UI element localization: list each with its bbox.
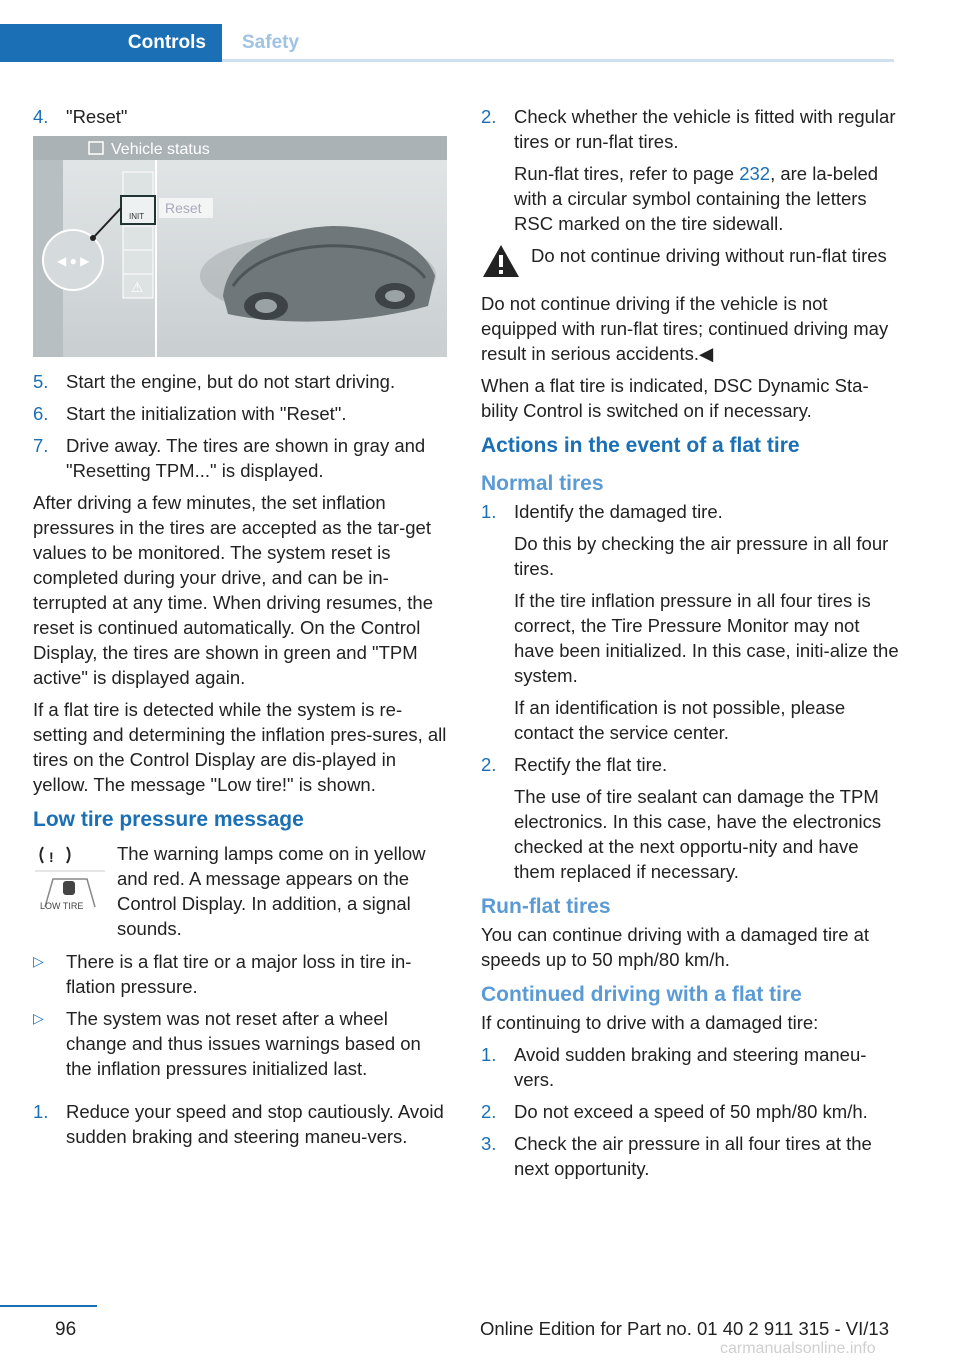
step-number: 2. — [481, 1101, 497, 1122]
heading-actions-flat-tire: Actions in the event of a flat tire — [481, 434, 800, 457]
step-text: Rectify the flat tire. — [514, 754, 668, 775]
warning-title: Do not continue driving without run-flat tires — [531, 245, 887, 266]
step-5 — [33, 369, 451, 394]
step-text: Do not exceed a speed of 50 mph/80 km/h. — [514, 1101, 868, 1122]
page-number: 96 — [55, 1319, 77, 1340]
left-column — [33, 104, 451, 1156]
step-text: "Reset" — [66, 106, 128, 127]
heading-continued-driving: Continued driving with a flat tire — [481, 983, 802, 1006]
step-number: 1. — [481, 501, 497, 522]
right-column — [481, 104, 901, 1188]
heading-low-tire-pressure: Low tire pressure message — [33, 808, 304, 831]
step-number: 1. — [33, 1101, 49, 1122]
step-text: Check the air pressure in all four tires at the next opportunity. — [514, 1133, 872, 1179]
step-identify — [481, 499, 901, 745]
step-text: Start the engine, but do not start driving. — [66, 371, 396, 392]
step-subtext — [514, 161, 901, 236]
svg-text:◀ ● ▶: ◀ ● ▶ — [57, 254, 90, 268]
heading-normal-tires: Normal tires — [481, 472, 604, 495]
step-number: 4. — [33, 106, 49, 127]
watermark: carmanualsonline.info — [720, 1340, 876, 1357]
step-subtext: Do this by checking the air pressure in all four tires. — [514, 533, 889, 579]
step-7 — [33, 433, 451, 483]
step-check-tires — [481, 104, 901, 236]
step-rectify — [481, 752, 901, 884]
chapter-tabs — [0, 24, 894, 62]
warning-body: Do not continue driving if the vehicle is not equipped with run-flat tires; continued driving may result in serious accidents.◀ — [481, 293, 889, 364]
warning-lamp-text: The warning lamps come on in yellow and red. A message appears on the Control Display. In addition, a signal sounds. — [117, 843, 426, 939]
step-number: 7. — [33, 435, 49, 456]
step-subtext: If the tire inflation pressure in all four tires is correct, the Tire Pressure Monitor may not have been initialized. In this case, initi-alize the system. — [514, 590, 899, 686]
edition-note: Online Edition for Part no. 01 40 2 911 315 - VI/13 — [480, 1318, 889, 1339]
step-reduce-speed — [33, 1099, 451, 1149]
step-check-pressure — [481, 1131, 901, 1181]
subtext-start: Run-flat tires, refer to page — [514, 163, 740, 184]
page-link-232[interactable]: 232 — [739, 163, 771, 184]
reset-button: Reset — [165, 200, 202, 216]
bullet-text: The system was not reset after a wheel change and thus issues warnings based on the inflation pressures initialized last. — [66, 1008, 421, 1079]
init-label: INIT — [129, 212, 145, 221]
step-number: 5. — [33, 371, 49, 392]
paragraph-continued: If continuing to drive with a damaged tire: — [481, 1012, 819, 1033]
warning-triangle-icon — [481, 243, 531, 285]
low-tire-label: LOW TIRE — [40, 901, 84, 911]
footer-rule — [0, 1305, 97, 1307]
triangle-bullet-icon: ▷ — [33, 953, 44, 969]
paragraph-run-flat: You can continue driving with a damaged tire at speeds up to 50 mph/80 km/h. — [481, 924, 870, 970]
paragraph-flat-during-reset: If a flat tire is detected while the system is re-setting and determining the inflation pres-sures, all tires on the Control Display are dis-played in yellow. The message "Low tire!" is shown. — [33, 699, 447, 795]
step-number: 6. — [33, 403, 49, 424]
step-6 — [33, 401, 451, 426]
step-text: Identify the damaged tire. — [514, 501, 723, 522]
step-4 — [33, 104, 451, 129]
step-text: Check whether the vehicle is fitted with regular tires or run-flat tires. — [514, 106, 896, 152]
step-speed-limit — [481, 1099, 901, 1124]
vehicle-status-screen — [33, 136, 447, 357]
step-text: Reduce your speed and stop cautiously. Avoid sudden braking and steering maneu-vers. — [66, 1101, 444, 1147]
triangle-bullet-icon: ▷ — [33, 1010, 44, 1026]
bullet-not-reset — [33, 1006, 451, 1081]
heading-run-flat-tires: Run-flat tires — [481, 895, 611, 918]
step-text: Avoid sudden braking and steering maneu-vers. — [514, 1044, 867, 1090]
warning-lamp-block — [33, 841, 451, 941]
paragraph-reset-complete: After driving a few minutes, the set inflation pressures in the tires are accepted as the tar-get values to be monitored. The system reset is completed during your drive, and can be in-terrupted at any time. When driving resumes, the reset is continued automatically. On the Control Display, the tires are shown in green and "TPM active" is displayed again. — [33, 492, 433, 688]
step-avoid-braking — [481, 1042, 901, 1092]
tab-safety[interactable]: Safety — [222, 24, 894, 62]
screen-title: Vehicle status — [111, 141, 210, 158]
step-subtext: If an identification is not possible, please contact the service center. — [514, 697, 846, 743]
warning-block — [481, 243, 901, 285]
step-number: 2. — [481, 754, 497, 775]
bullet-text: There is a flat tire or a major loss in tire in-flation pressure. — [66, 951, 412, 997]
step-number: 1. — [481, 1044, 497, 1065]
step-text: Start the initialization with "Reset". — [66, 403, 347, 424]
svg-text:⚠: ⚠ — [131, 279, 144, 295]
bullet-flat-tire — [33, 949, 451, 999]
paragraph-dsc: When a flat tire is indicated, DSC Dynamic Sta-bility Control is switched on if necessary. — [481, 375, 869, 421]
tab-controls[interactable]: Controls — [0, 24, 222, 62]
subtext-end: , are la-beled with a circular symbol containing the letters RSC marked on the tire sidewall. — [514, 163, 879, 234]
step-number: 2. — [481, 106, 497, 127]
low-tire-warning-icon — [33, 841, 117, 941]
step-text: Drive away. The tires are shown in gray and "Resetting TPM..." is displayed. — [66, 435, 426, 481]
svg-text:!: ! — [49, 849, 54, 865]
step-number: 3. — [481, 1133, 497, 1154]
step-subtext: The use of tire sealant can damage the TPM electronics. In this case, have the electronics checked at the next opportu-nity and have them replaced if necessary. — [514, 786, 882, 882]
